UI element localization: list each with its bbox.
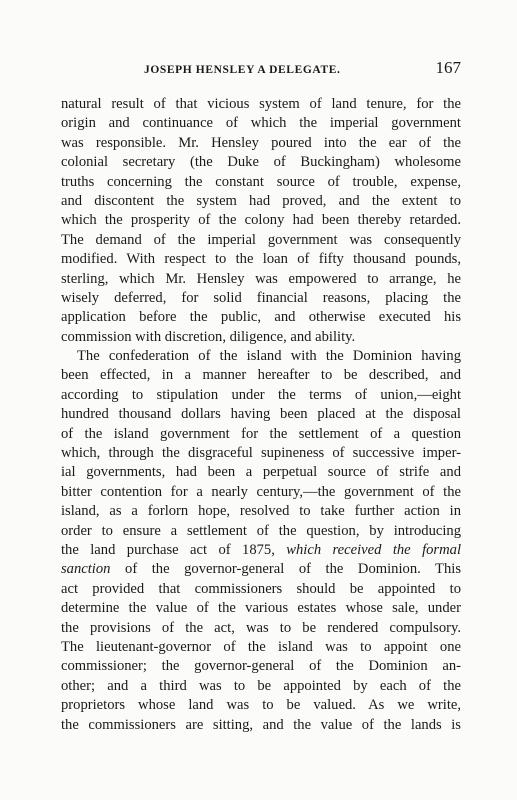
- plain-text: according to stipulation under the terms of union,—eight: [61, 386, 461, 403]
- text-line: [61, 405, 461, 424]
- text-line: [61, 677, 461, 696]
- plain-text: and discontent the system had proved, and the extent to: [61, 192, 461, 209]
- text-line: [61, 716, 461, 735]
- italic-text: which received the formal: [286, 541, 461, 558]
- text-line: [61, 211, 461, 230]
- text-line: [61, 192, 461, 211]
- plain-text: The lieutenant-governor of the island was to appoint one: [61, 638, 461, 655]
- plain-text: ial governments, had been a perpetual source of strife and: [61, 464, 461, 481]
- plain-text: the land purchase act of 1875,: [61, 541, 287, 558]
- text-line: [61, 250, 461, 269]
- text-line: [61, 134, 461, 153]
- text-line: [61, 114, 461, 133]
- plain-text: determine the value of the various estates whose sale, under: [61, 600, 461, 617]
- plain-text: of the island government for the settlement of a question: [61, 425, 461, 442]
- plain-text: modified. With respect to the loan of fifty thousand pounds,: [61, 251, 461, 268]
- text-line: [61, 173, 461, 192]
- plain-text: which, through the disgraceful supineness of successive imper-: [61, 445, 461, 462]
- plain-text: proprietors whose land was to be valued. As we write,: [61, 697, 461, 714]
- plain-text: truths concerning the constant source of trouble, expense,: [61, 173, 461, 190]
- plain-text: sterling, which Mr. Hensley was empowered to arrange, he: [61, 270, 461, 287]
- text-line: [61, 483, 461, 502]
- plain-text: wisely deferred, for solid financial reasons, placing the: [61, 289, 461, 306]
- text-line: [61, 308, 461, 327]
- plain-text: commission with discretion, diligence, and ability.: [61, 328, 356, 345]
- plain-text: been effected, in a manner hereafter to be described, and: [61, 367, 461, 384]
- plain-text: The confederation of the island with the Dominion having: [77, 348, 461, 365]
- text-line: [61, 638, 461, 657]
- text-line: [61, 366, 461, 385]
- text-line: [61, 425, 461, 444]
- text-line: [61, 599, 461, 618]
- plain-text: act provided that commissioners should be appointed to: [61, 580, 461, 597]
- plain-text: The demand of the imperial government was consequently: [61, 231, 461, 248]
- running-head-title: JOSEPH HENSLEY A DELEGATE.: [144, 64, 341, 76]
- text-line: [61, 153, 461, 172]
- text-line: [61, 328, 461, 347]
- text-line: [61, 580, 461, 599]
- plain-text: of the governor-general of the Dominion. This: [110, 561, 461, 578]
- text-line: [61, 541, 461, 560]
- plain-text: island, as a forlorn hope, resolved to take further action in: [61, 503, 461, 520]
- plain-text: natural result of that vicious system of land tenure, for the: [61, 96, 461, 112]
- text-line: [61, 619, 461, 638]
- text-line: [61, 463, 461, 482]
- plain-text: which the prosperity of the colony had been thereby retarded.: [61, 212, 461, 229]
- text-line: [61, 386, 461, 405]
- plain-text: other; and a third was to be appointed by each of the: [61, 677, 461, 694]
- plain-text: the commissioners are sitting, and the value of the lands is: [61, 716, 461, 733]
- plain-text: order to ensure a settlement of the question, by introducing: [61, 522, 461, 539]
- plain-text: bitter contention for a nearly century,—the government of the: [61, 483, 461, 500]
- text-line: [61, 560, 461, 579]
- page-number: 167: [435, 58, 461, 77]
- plain-text: hundred thousand dollars having been placed at the disposal: [61, 406, 461, 423]
- text-line: [61, 502, 461, 521]
- plain-text: application before the public, and otherwise executed his: [61, 309, 461, 326]
- plain-text: commissioner; the governor-general of the Dominion an-: [61, 658, 461, 675]
- italic-text: sanction: [61, 561, 111, 578]
- text-line: [61, 522, 461, 541]
- text-line: [61, 231, 461, 250]
- plain-text: the provisions of the act, was to be rendered compulsory.: [61, 619, 461, 636]
- text-line: [61, 444, 461, 463]
- text-line: [61, 696, 461, 715]
- text-line: [61, 289, 461, 308]
- body-text: [61, 95, 461, 735]
- page-header: [60, 58, 461, 82]
- plain-text: origin and continuance of which the imperial government: [61, 115, 461, 132]
- plain-text: colonial secretary (the Duke of Buckingham) wholesome: [61, 154, 461, 171]
- text-line: [61, 347, 461, 366]
- plain-text: was responsible. Mr. Hensley poured into the ear of the: [61, 134, 461, 151]
- text-line: [61, 95, 461, 114]
- text-line: [61, 270, 461, 289]
- text-line: [61, 657, 461, 676]
